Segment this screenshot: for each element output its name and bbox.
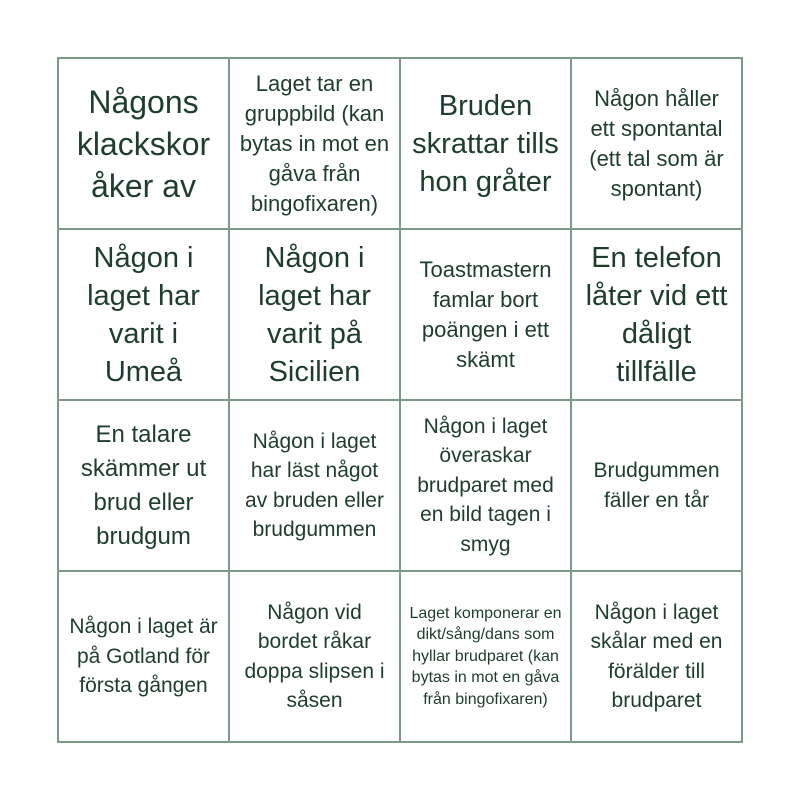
bingo-cell[interactable] [58,58,229,229]
bingo-cell[interactable] [400,229,571,400]
cell-text: En talare skämmer ut brud eller brudgum [80,420,207,550]
bingo-cell[interactable] [571,229,742,400]
bingo-cell[interactable] [400,58,571,229]
cell-text: Någons klackskor åker av [76,83,211,204]
cell-text: Någon i laget har läst något av bruden eller brudgummen [245,429,384,541]
bingo-cell[interactable] [58,229,229,400]
cell-text: Någon i laget har varit på Sicilien [258,241,371,388]
bingo-cell[interactable] [571,571,742,742]
bingo-cell[interactable] [229,571,400,742]
bingo-cell[interactable] [571,58,742,229]
bingo-cell[interactable] [229,229,400,400]
cell-text: Laget tar en gruppbild (kan bytas in mot en gåva från bingofixaren) [239,70,390,216]
cell-text: Bruden skrattar tills hon gråter [412,89,559,198]
cell-text: Någon vid bordet råkar doppa slipsen i såsen [244,600,385,712]
bingo-cell[interactable] [571,400,742,571]
bingo-cell[interactable] [229,400,400,571]
cell-text: Någon i laget är på Gotland för första gången [69,615,218,698]
cell-text: Någon håller ett spontantal (ett tal som är spontant) [589,85,724,201]
bingo-cell[interactable] [400,571,571,742]
cell-text: Brudgummen fäller en tår [593,459,720,512]
cell-text: Någon i laget överaskar brudparet med en bild tagen i smyg [417,414,554,556]
cell-text: Någon i laget har varit i Umeå [87,241,200,388]
cell-text: Laget komponerar en dikt/sång/dans som hyllar brudparet (kan bytas in mot en gåva från bingofixaren) [409,604,562,708]
bingo-cell[interactable] [400,400,571,571]
bingo-board [57,57,743,743]
bingo-cell[interactable] [229,58,400,229]
bingo-cell[interactable] [58,571,229,742]
cell-text: Toastmastern famlar bort poängen i ett skämt [419,256,552,372]
bingo-cell[interactable] [58,400,229,571]
cell-text: Någon i laget skålar med en förälder till brudparet [590,600,723,712]
cell-text: En telefon låter vid ett dåligt tillfälle [585,241,728,388]
